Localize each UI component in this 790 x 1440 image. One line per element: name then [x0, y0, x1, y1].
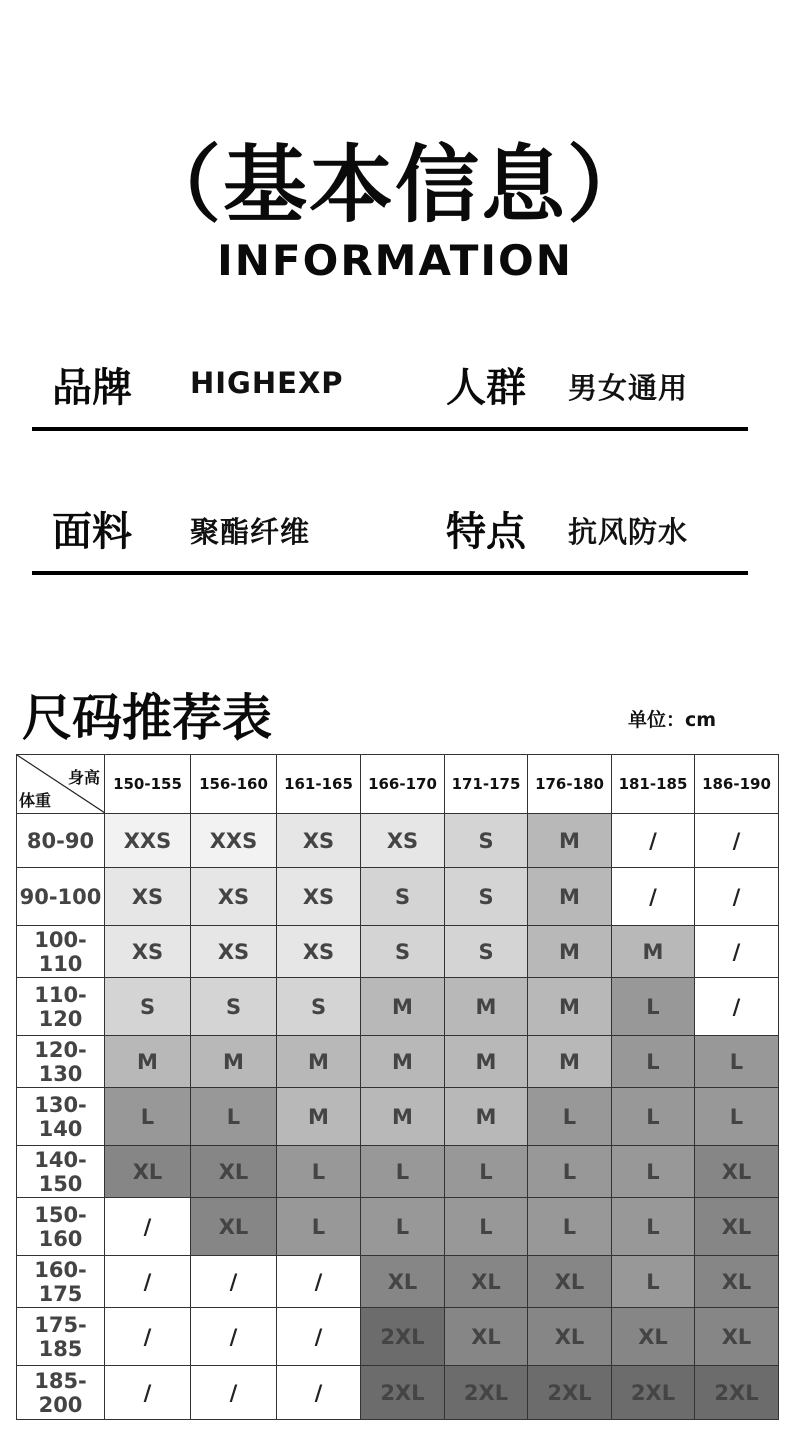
size-cell: / [105, 1256, 191, 1308]
size-cell: M [445, 1088, 528, 1146]
size-cell: L [528, 1088, 612, 1146]
size-cell: L [361, 1146, 445, 1198]
size-cell: M [191, 1036, 277, 1088]
size-cell: XL [695, 1256, 779, 1308]
table-row [17, 926, 779, 978]
size-cell: M [528, 868, 612, 926]
height-header-cell: 150-155 [105, 755, 191, 814]
table-row [17, 1308, 779, 1366]
size-cell: XS [277, 868, 361, 926]
size-cell: XXS [191, 814, 277, 868]
size-cell: 2XL [528, 1366, 612, 1420]
feature-label: 特点 [446, 509, 526, 555]
weight-cell: 160-175 [17, 1256, 105, 1308]
size-cell: XL [105, 1146, 191, 1198]
size-cell: / [612, 814, 695, 868]
size-cell: / [277, 1366, 361, 1420]
size-cell: L [612, 1256, 695, 1308]
size-cell: XL [528, 1256, 612, 1308]
size-cell: L [612, 978, 695, 1036]
size-cell: S [361, 926, 445, 978]
height-header-cell: 166-170 [361, 755, 445, 814]
fabric-value: 聚酯纤维 [190, 515, 311, 549]
height-header-cell: 171-175 [445, 755, 528, 814]
brand-label: 品牌 [52, 365, 132, 411]
table-row [17, 1198, 779, 1256]
size-cell: XS [277, 814, 361, 868]
weight-cell: 100-110 [17, 926, 105, 978]
weight-cell: 120-130 [17, 1036, 105, 1088]
size-cell: XL [695, 1146, 779, 1198]
size-cell: / [695, 814, 779, 868]
size-cell: XS [105, 868, 191, 926]
size-cell: L [612, 1198, 695, 1256]
height-axis-label: 身高 [67, 768, 100, 787]
weight-cell: 80-90 [17, 814, 105, 868]
size-cell: L [445, 1146, 528, 1198]
weight-cell: 185-200 [17, 1366, 105, 1420]
size-cell: XS [277, 926, 361, 978]
divider [32, 427, 748, 431]
height-header-cell: 161-165 [277, 755, 361, 814]
page-subtitle: INFORMATION [217, 236, 573, 285]
size-cell: XL [528, 1308, 612, 1366]
size-cell: XS [191, 926, 277, 978]
audience-label: 人群 [446, 365, 526, 411]
size-cell: / [277, 1256, 361, 1308]
size-cell: L [612, 1088, 695, 1146]
size-cell: S [445, 926, 528, 978]
size-cell: XL [191, 1146, 277, 1198]
size-cell: L [277, 1198, 361, 1256]
size-cell: M [528, 814, 612, 868]
size-cell: L [361, 1198, 445, 1256]
size-cell: M [528, 1036, 612, 1088]
table-row [17, 978, 779, 1036]
weight-axis-label: 体重 [19, 791, 52, 810]
size-cell: S [445, 868, 528, 926]
size-cell: XL [361, 1256, 445, 1308]
height-header-cell: 156-160 [191, 755, 277, 814]
size-cell: M [361, 1036, 445, 1088]
table-row [17, 814, 779, 868]
fabric-label: 面料 [52, 509, 132, 555]
weight-cell: 175-185 [17, 1308, 105, 1366]
table-row [17, 1088, 779, 1146]
size-cell: M [445, 978, 528, 1036]
size-cell: XL [695, 1308, 779, 1366]
page-title: （基本信息） [136, 136, 653, 234]
weight-cell: 130-140 [17, 1088, 105, 1146]
size-cell: XL [445, 1308, 528, 1366]
size-cell: L [612, 1036, 695, 1088]
size-cell: XL [191, 1198, 277, 1256]
size-cell: XS [361, 814, 445, 868]
size-chart-title: 尺码推荐表 [22, 689, 272, 747]
unit-label: 单位：cm [628, 709, 717, 731]
audience-value: 男女通用 [568, 371, 689, 405]
size-cell: L [528, 1146, 612, 1198]
size-cell: / [105, 1308, 191, 1366]
height-header-cell: 186-190 [695, 755, 779, 814]
size-cell: L [191, 1088, 277, 1146]
height-header-cell: 176-180 [528, 755, 612, 814]
weight-cell: 90-100 [17, 868, 105, 926]
size-cell: M [528, 926, 612, 978]
size-cell: M [361, 1088, 445, 1146]
size-cell: XL [612, 1308, 695, 1366]
size-cell: 2XL [361, 1366, 445, 1420]
size-cell: / [695, 926, 779, 978]
size-chart-table [16, 754, 779, 1420]
size-cell: XS [191, 868, 277, 926]
size-cell: / [105, 1366, 191, 1420]
size-cell: 2XL [445, 1366, 528, 1420]
size-cell: S [191, 978, 277, 1036]
size-cell: M [277, 1088, 361, 1146]
size-cell: / [695, 868, 779, 926]
size-cell: XS [105, 926, 191, 978]
size-cell: S [445, 814, 528, 868]
size-cell: L [445, 1198, 528, 1256]
size-cell: M [277, 1036, 361, 1088]
height-header-cell: 181-185 [612, 755, 695, 814]
table-row [17, 1036, 779, 1088]
table-row [17, 868, 779, 926]
divider [32, 571, 748, 575]
size-cell: M [445, 1036, 528, 1088]
size-cell: 2XL [612, 1366, 695, 1420]
size-cell: XL [695, 1198, 779, 1256]
size-cell: / [191, 1366, 277, 1420]
size-cell: L [105, 1088, 191, 1146]
size-cell: XXS [105, 814, 191, 868]
size-cell: XL [445, 1256, 528, 1308]
size-cell: / [695, 978, 779, 1036]
brand-value: HIGHEXP [190, 366, 344, 400]
weight-cell: 150-160 [17, 1198, 105, 1256]
table-corner-cell [17, 755, 105, 814]
size-cell: M [105, 1036, 191, 1088]
table-row [17, 1366, 779, 1420]
size-cell: / [191, 1308, 277, 1366]
size-cell: M [528, 978, 612, 1036]
weight-cell: 140-150 [17, 1146, 105, 1198]
size-cell: L [277, 1146, 361, 1198]
size-cell: 2XL [695, 1366, 779, 1420]
size-cell: / [612, 868, 695, 926]
size-cell: M [361, 978, 445, 1036]
size-cell: L [695, 1088, 779, 1146]
size-cell: L [612, 1146, 695, 1198]
size-cell: L [695, 1036, 779, 1088]
table-row [17, 1146, 779, 1198]
table-row [17, 1256, 779, 1308]
size-cell: L [528, 1198, 612, 1256]
weight-cell: 110-120 [17, 978, 105, 1036]
feature-value: 抗风防水 [568, 515, 689, 549]
size-cell: 2XL [361, 1308, 445, 1366]
size-cell: / [191, 1256, 277, 1308]
size-cell: S [361, 868, 445, 926]
size-cell: S [277, 978, 361, 1036]
size-cell: S [105, 978, 191, 1036]
size-cell: / [277, 1308, 361, 1366]
size-cell: M [612, 926, 695, 978]
size-cell: / [105, 1198, 191, 1256]
